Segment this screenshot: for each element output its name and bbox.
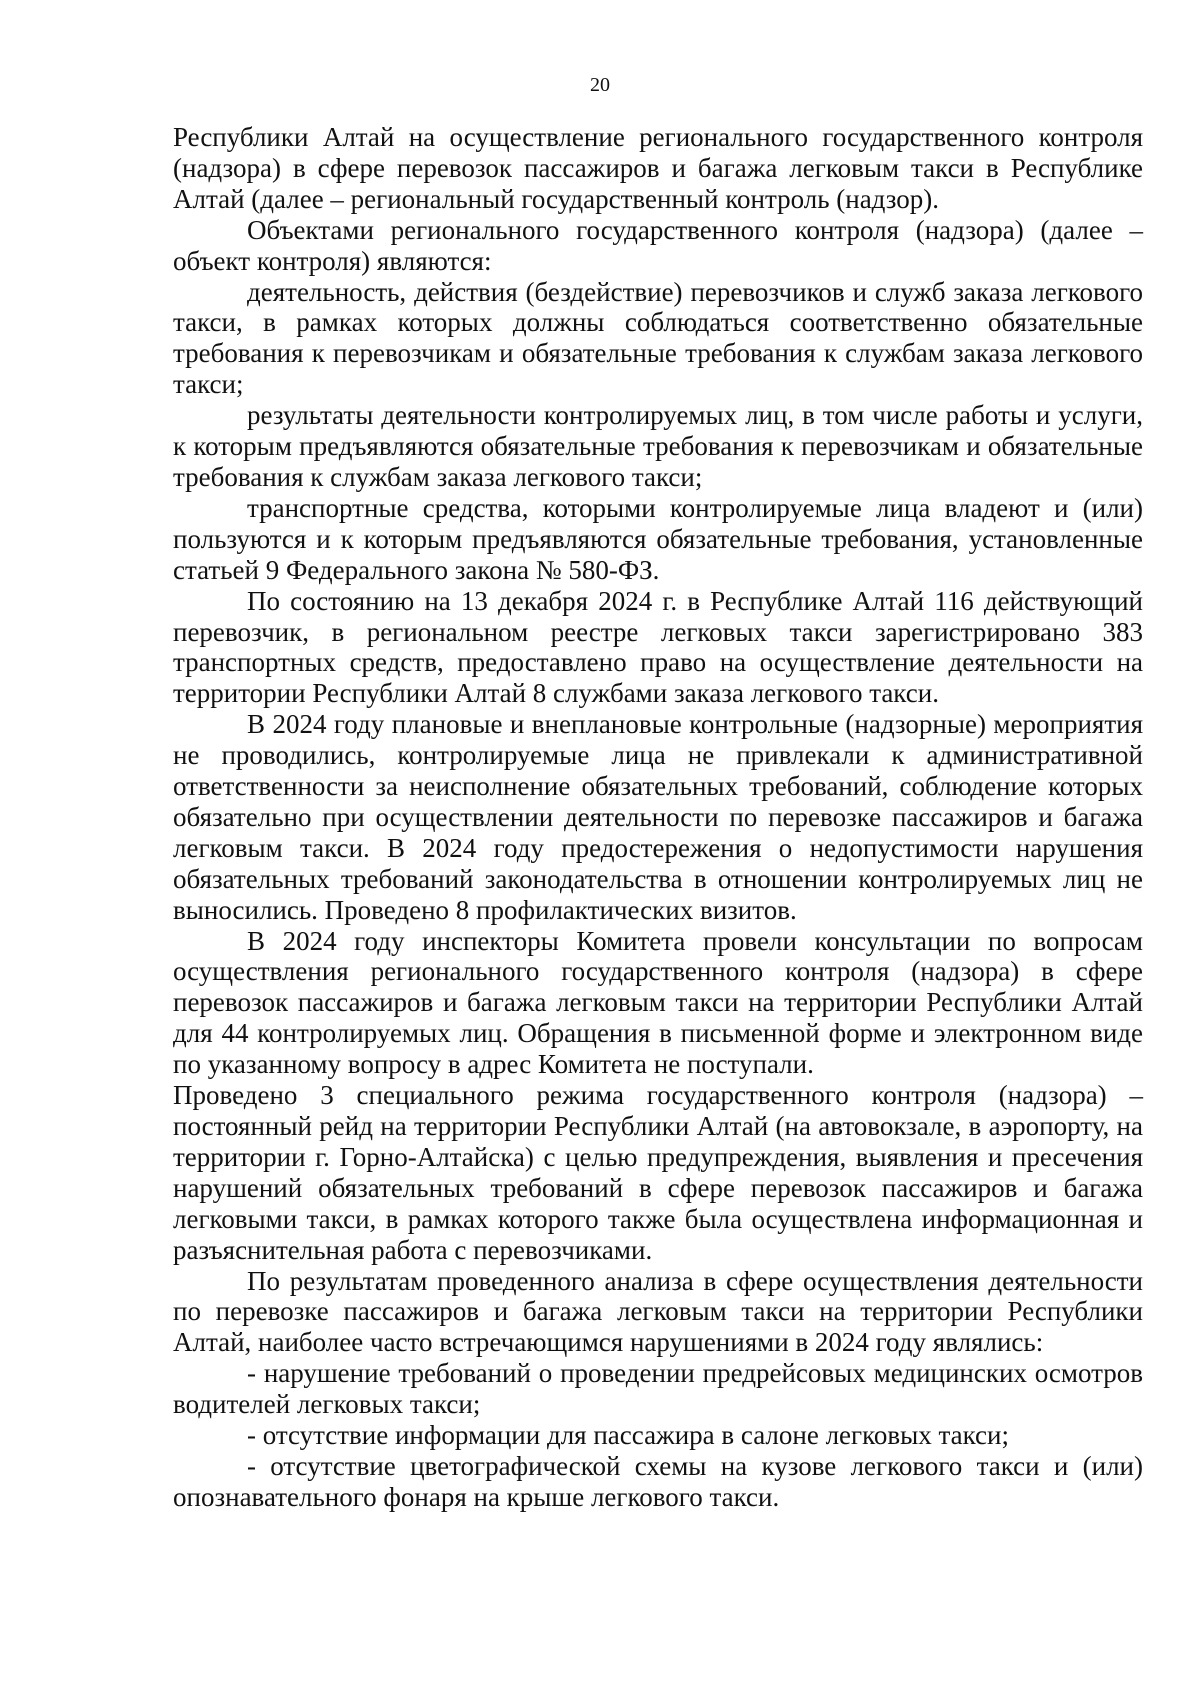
paragraph: транспортные средства, которыми контролируемые лица владеют и (или) пользуются и к которым предъявляются обязательные требования, установленные статьей 9 Федерального закона № 580-ФЗ. [173, 492, 1143, 585]
paragraph: Объектами регионального государственного контроля (надзора) (далее – объект контроля) являются: [173, 214, 1143, 276]
paragraph: Проведено 3 специального режима государственного контроля (надзора) – постоянный рейд на территории Республики Алтай (на автовокзале, в аэропорту, на территории г. Горно-Алтайска) с целью предупреждения, выявления и пресечения нарушений обязательных требований в сфере перевозок пассажиров и багажа легковыми такси, в рамках которого также была осуществлена информационная и разъяснительная работа с перевозчиками. [173, 1080, 1143, 1265]
paragraph: По состоянию на 13 декабря 2024 г. в Республике Алтай 116 действующий перевозчик, в региональном реестре легковых такси зарегистрировано 383 транспортных средств, предоставлено право на осуществление деятельности на территории Республики Алтай 8 службами заказа легкового такси. [173, 585, 1143, 709]
paragraph: В 2024 году плановые и внеплановые контрольные (надзорные) мероприятия не проводились, контролируемые лица не привлекали к административной ответственности за неисполнение обязательных требований, соблюдение которых обязательно при осуществлении деятельности по перевозке пассажиров и багажа легковым такси. В 2024 году предостережения о недопустимости нарушения обязательных требований законодательства в отношении контролируемых лиц не выносились. Проведено 8 профилактических визитов. [173, 709, 1143, 925]
paragraph: результаты деятельности контролируемых лиц, в том числе работы и услуги, к которым предъявляются обязательные требования к перевозчикам и обязательные требования к службам заказа легкового такси; [173, 400, 1143, 492]
paragraph: Республики Алтай на осуществление регионального государственного контроля (надзора) в сфере перевозок пассажиров и багажа легковым такси в Республике Алтай (далее – региональный государственный контроль (надзор). [173, 122, 1143, 214]
list-item: - отсутствие цветографической схемы на кузове легкового такси и (или) опознавательного фонаря на крыше легкового такси. [173, 1450, 1143, 1512]
paragraph: По результатам проведенного анализа в сфере осуществления деятельности по перевозке пассажиров и багажа легковым такси на территории Республики Алтай, наиболее часто встречающимся нарушениями в 2024 году являлись: [173, 1265, 1143, 1358]
paragraph: В 2024 году инспекторы Комитета провели консультации по вопросам осуществления регионального государственного контроля (надзора) в сфере перевозок пассажиров и багажа легковым такси на территории Республики Алтай для 44 контролируемых лиц. Обращения в письменной форме и электронном виде по указанному вопросу в адрес Комитета не поступали. [173, 925, 1143, 1080]
page-number: 20 [590, 74, 610, 96]
list-item: - нарушение требований о проведении предрейсовых медицинских осмотров водителей легковых такси; [173, 1358, 1143, 1420]
list-item: - отсутствие информации для пассажира в салоне легковых такси; [247, 1420, 1009, 1451]
document-body [173, 122, 1143, 1513]
paragraph: деятельность, действия (бездействие) перевозчиков и служб заказа легкового такси, в рамках которых должны соблюдаться соответственно обязательные требования к перевозчикам и обязательные требования к службам заказа легкового такси; [173, 276, 1143, 400]
